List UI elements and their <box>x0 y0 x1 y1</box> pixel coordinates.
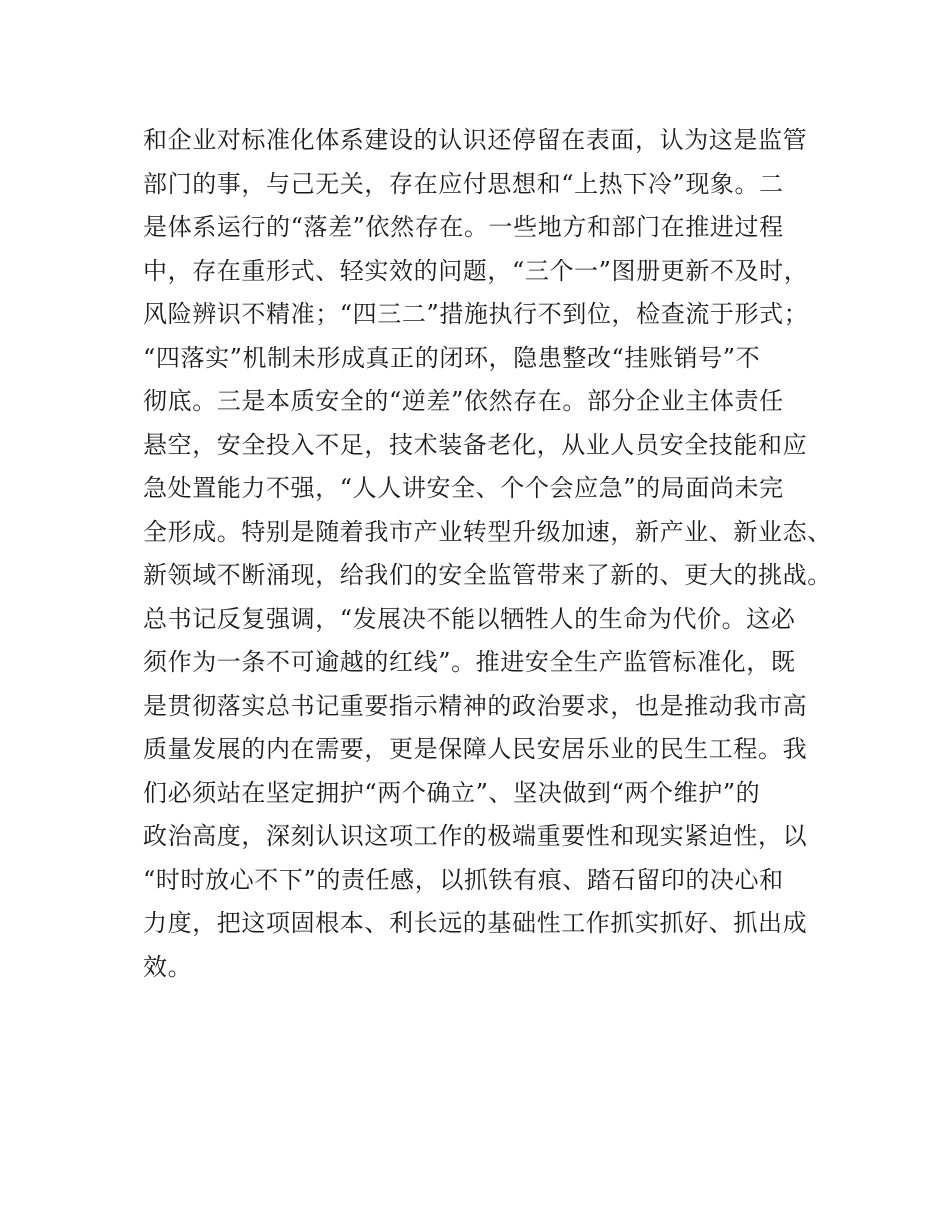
text-line: 政治高度，深刻认识这项工作的极端重要性和现实紧迫性，以 <box>143 822 808 850</box>
text-line: “时时放心不下”的责任感，以抓铁有痕、踏石留印的决心和 <box>143 865 784 894</box>
text-line: 悬空，安全投入不足，技术装备老化，从业人员安全技能和应 <box>143 430 808 459</box>
text-line: 须作为一条不可逾越的红线”。推进安全生产监管标准化，既 <box>143 648 796 676</box>
text-line: 新领域不断涌现，给我们的安全监管带来了新的、更大的挑战。 <box>143 561 832 589</box>
text-line: 是体系运行的“落差”依然存在。一些地方和部门在推进过程 <box>143 213 784 241</box>
text-line: 们必须站在坚定拥护“两个确立”、坚决做到“两个维护”的 <box>143 778 761 807</box>
text-line: 和企业对标准化体系建设的认识还停留在表面，认为这是监管 <box>143 126 808 154</box>
text-line: 彻底。三是本质安全的“逆差”依然存在。部分企业主体责任 <box>143 387 784 415</box>
text-line: 全形成。特别是随着我市产业转型升级加速，新产业、新业态、 <box>143 517 832 546</box>
body-paragraph <box>143 119 843 989</box>
text-line: 部门的事，与己无关，存在应付思想和“上热下冷”现象。二 <box>143 169 784 198</box>
text-line: 效。 <box>143 952 193 981</box>
text-line: 急处置能力不强，“人人讲安全、个个会应急”的局面尚未完 <box>143 474 784 502</box>
text-line: “四落实”机制未形成真正的闭环，隐患整改“挂账销号”不 <box>143 343 761 372</box>
text-line: 总书记反复强调，“发展决不能以牺牲人的生命为代价。这必 <box>143 604 796 633</box>
text-line: 风险辨识不精准；“四三二”措施执行不到位，检查流于形式； <box>143 300 809 328</box>
text-line: 是贯彻落实总书记重要指示精神的政治要求，也是推动我市高 <box>143 691 808 720</box>
text-line: 质量发展的内在需要，更是保障人民安居乐业的民生工程。我 <box>143 735 808 763</box>
text-line: 中，存在重形式、轻实效的问题，“三个一”图册更新不及时， <box>143 256 809 285</box>
text-line: 力度，把这项固根本、利长远的基础性工作抓实抓好、抓出成 <box>143 909 808 937</box>
